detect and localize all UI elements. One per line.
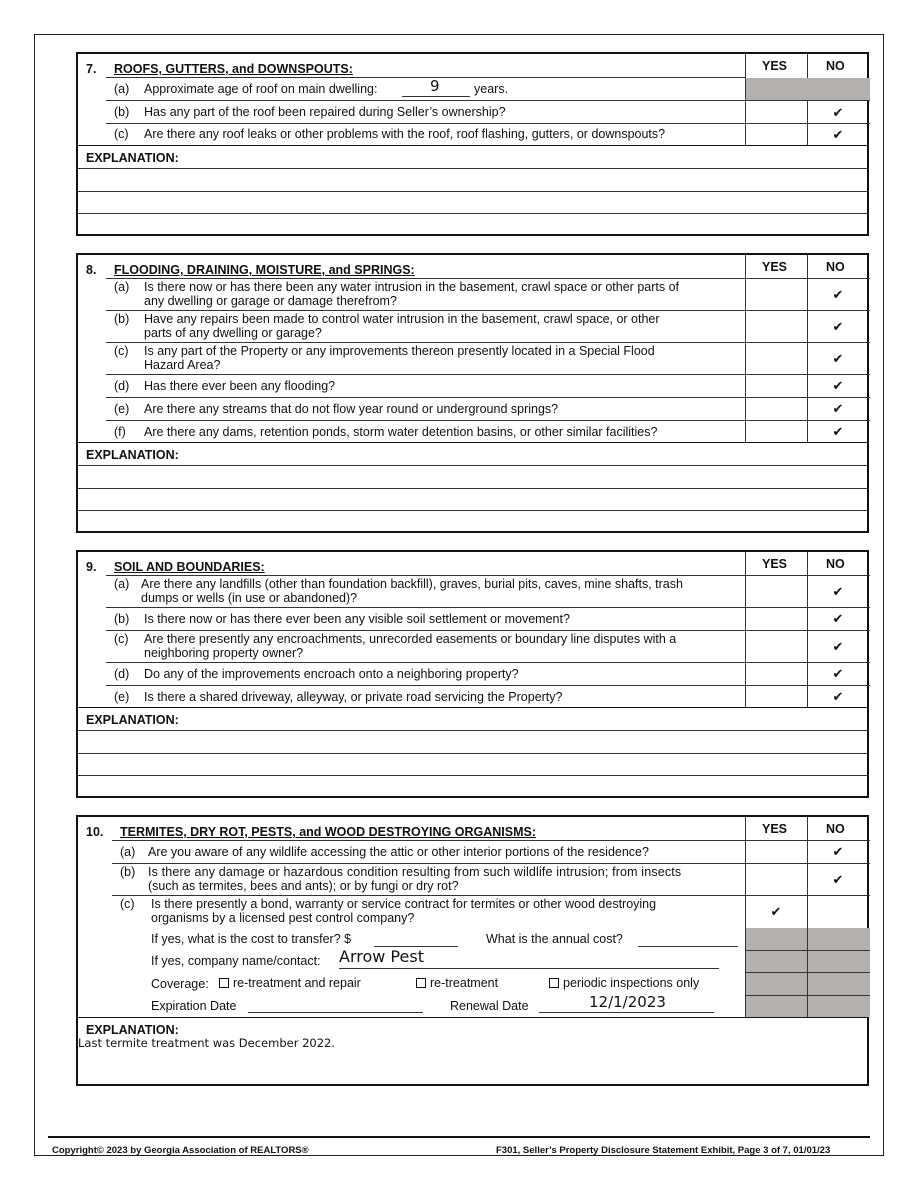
item-letter: (c) — [120, 897, 135, 911]
section-roofs — [76, 52, 869, 236]
no-checkmark[interactable]: ✔ — [832, 639, 844, 654]
item-letter: (a) — [114, 82, 130, 96]
section-title: FLOODING, DRAINING, MOISTURE, and SPRINGS: — [114, 263, 415, 277]
no-checkmark[interactable]: ✔ — [832, 378, 844, 393]
coverage-option-retreatment[interactable]: re-treatment — [416, 976, 498, 990]
no-header: NO — [826, 557, 845, 571]
coverage-label: Coverage: — [151, 977, 209, 991]
explanation-label: EXPLANATION: — [86, 1023, 179, 1037]
item-text: neighboring property owner? — [144, 646, 304, 660]
no-checkmark[interactable]: ✔ — [832, 105, 844, 120]
no-checkmark[interactable]: ✔ — [832, 319, 844, 334]
item-text: Has there ever been any flooding? — [144, 379, 336, 393]
no-checkmark[interactable]: ✔ — [832, 424, 844, 439]
item-letter: (f) — [114, 425, 126, 439]
expiration-label: Expiration Date — [151, 999, 237, 1013]
item-text: Are there any dams, retention ponds, storm water detention basins, or other similar facilities? — [144, 425, 658, 439]
coverage-option-inspections[interactable]: periodic inspections only — [549, 976, 699, 990]
item-text: organisms by a licensed pest control company? — [151, 911, 415, 925]
annual-cost-label: What is the annual cost? — [486, 932, 623, 946]
no-header: NO — [826, 260, 845, 274]
item-letter: (e) — [114, 402, 130, 416]
item-text: any dwelling or garage or damage therefrom? — [144, 294, 397, 308]
section-flooding — [76, 253, 869, 533]
section-number: 10. — [86, 825, 104, 839]
item-text: Hazard Area? — [144, 358, 221, 372]
item-letter: (d) — [114, 667, 130, 681]
item-text: Do any of the improvements encroach onto a neighboring property? — [144, 667, 519, 681]
no-header: NO — [826, 822, 845, 836]
section-number: 8. — [86, 263, 97, 277]
no-checkmark[interactable]: ✔ — [832, 611, 844, 626]
item-letter: (a) — [114, 577, 130, 591]
yes-header: YES — [762, 557, 788, 571]
explanation-label: EXPLANATION: — [86, 713, 179, 727]
checkbox-icon[interactable] — [219, 978, 229, 988]
section-title: SOIL AND BOUNDARIES: — [114, 560, 265, 574]
renewal-value[interactable]: 12/1/2023 — [589, 993, 666, 1011]
no-checkmark[interactable]: ✔ — [832, 872, 844, 887]
item-letter: (c) — [114, 127, 129, 141]
item-text: years. — [474, 82, 509, 96]
no-checkmark[interactable]: ✔ — [832, 401, 844, 416]
footer-copyright: Copyright© 2023 by Georgia Association of REALTORS® — [52, 1145, 309, 1156]
item-text: Approximate age of roof on main dwelling: — [144, 82, 378, 96]
no-checkmark[interactable]: ✔ — [832, 584, 844, 599]
no-header: NO — [826, 59, 845, 73]
company-label: If yes, company name/contact: — [151, 954, 321, 968]
item-text: Have any repairs been made to control water intrusion in the basement, crawl space, or other — [144, 312, 660, 326]
item-text: Are there any roof leaks or other problems with the roof, roof flashing, gutters, or downspouts? — [144, 127, 666, 141]
item-text: (such as termites, bees and ants); or by fungi or dry rot? — [148, 879, 459, 893]
expiration-field[interactable] — [248, 1012, 423, 1013]
no-checkmark[interactable]: ✔ — [832, 287, 844, 302]
roof-age-value[interactable]: 9 — [430, 77, 440, 95]
no-checkmark[interactable]: ✔ — [832, 666, 844, 681]
item-letter: (a) — [114, 280, 130, 294]
item-text: parts of any dwelling or garage? — [144, 326, 322, 340]
item-letter: (c) — [114, 344, 129, 358]
checkbox-icon[interactable] — [549, 978, 559, 988]
item-text: Has any part of the roof been repaired during Seller’s ownership? — [144, 105, 506, 119]
item-letter: (c) — [114, 632, 129, 646]
item-letter: (d) — [114, 379, 130, 393]
item-text: Are there any landfills (other than foundation backfill), graves, burial pits, caves, mine shafts, trash — [141, 577, 683, 591]
section-number: 9. — [86, 560, 97, 574]
coverage-option-repair[interactable]: re-treatment and repair — [219, 976, 361, 990]
renewal-label: Renewal Date — [450, 999, 529, 1013]
explanation-label: EXPLANATION: — [86, 151, 179, 165]
explanation-text[interactable]: Last termite treatment was December 2022. — [78, 1036, 336, 1050]
section-termites — [76, 815, 869, 1086]
section-number: 7. — [86, 62, 97, 76]
annual-cost-field[interactable] — [638, 946, 738, 947]
item-text: dumps or wells (in use or abandoned)? — [141, 591, 358, 605]
checkbox-icon[interactable] — [416, 978, 426, 988]
item-letter: (b) — [114, 105, 130, 119]
shaded-cell — [746, 78, 870, 100]
item-text: Is there now or has there been any water intrusion in the basement, crawl space or other parts of — [144, 280, 680, 294]
item-text: Is any part of the Property or any improvements thereon presently located in a Special Flood — [144, 344, 655, 358]
no-checkmark[interactable]: ✔ — [832, 689, 844, 704]
item-letter: (b) — [114, 312, 130, 326]
yes-header: YES — [762, 59, 788, 73]
item-text: Are there presently any encroachments, unrecorded easements or boundary line disputes with a — [144, 632, 677, 646]
no-checkmark[interactable]: ✔ — [832, 127, 844, 142]
transfer-cost-label: If yes, what is the cost to transfer? $ — [151, 932, 352, 946]
yes-header: YES — [762, 822, 788, 836]
item-letter: (e) — [114, 690, 130, 704]
no-checkmark[interactable]: ✔ — [832, 844, 844, 859]
yes-checkmark[interactable]: ✔ — [770, 904, 782, 919]
item-text: Is there a shared driveway, alleyway, or private road servicing the Property? — [144, 690, 563, 704]
section-soil — [76, 550, 869, 798]
footer-form-id: F301, Seller’s Property Disclosure Statement Exhibit, Page 3 of 7, 01/01/23 — [496, 1145, 831, 1156]
explanation-label: EXPLANATION: — [86, 448, 179, 462]
item-text: Are you aware of any wildlife accessing the attic or other interior portions of the residence? — [148, 845, 649, 859]
item-text: Is there presently a bond, warranty or service contract for termites or other wood destroying — [151, 897, 657, 911]
item-text: Is there any damage or hazardous condition resulting from such wildlife intrusion; from insects — [148, 865, 682, 879]
item-text: Is there now or has there ever been any visible soil settlement or movement? — [144, 612, 570, 626]
item-letter: (b) — [120, 865, 136, 879]
item-letter: (a) — [120, 845, 136, 859]
section-title: TERMITES, DRY ROT, PESTS, and WOOD DESTROYING ORGANISMS: — [120, 825, 537, 839]
yes-header: YES — [762, 260, 788, 274]
item-letter: (b) — [114, 612, 130, 626]
company-value[interactable]: Arrow Pest — [339, 947, 424, 966]
no-checkmark[interactable]: ✔ — [832, 351, 844, 366]
section-title: ROOFS, GUTTERS, and DOWNSPOUTS: — [114, 62, 353, 76]
item-text: Are there any streams that do not flow year round or underground springs? — [144, 402, 559, 416]
